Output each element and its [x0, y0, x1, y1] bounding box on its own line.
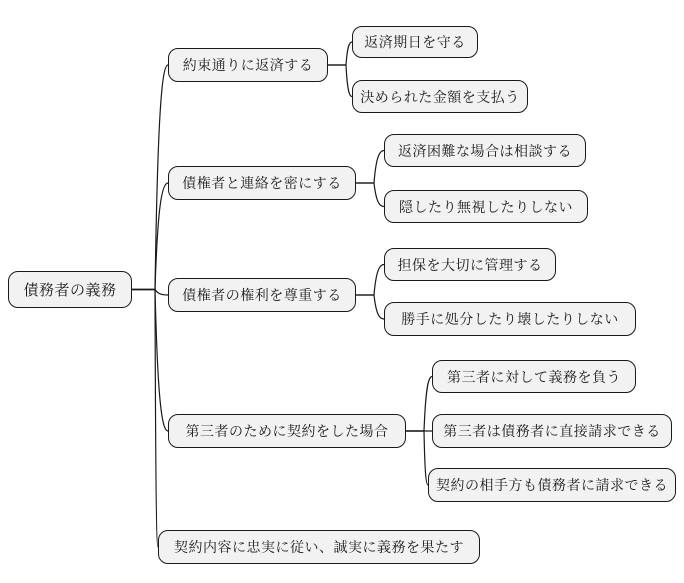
- edge-b1-l11: [328, 42, 352, 65]
- node-b3: 債権者の権利を尊重する: [168, 278, 356, 312]
- edge-root-b5: [132, 290, 158, 548]
- edge-root-b1: [132, 65, 168, 290]
- node-l32: 勝手に処分したり壊したりしない: [384, 302, 636, 336]
- edge-root-b2: [132, 183, 168, 290]
- edge-b4-l41: [406, 377, 432, 432]
- node-l42: 第三者は債務者に直接請求できる: [432, 414, 672, 448]
- node-b5: 契約内容に忠実に従い、誠実に義務を果たす: [158, 530, 480, 564]
- node-b2: 債権者と連絡を密にする: [168, 166, 356, 200]
- edge-b2-l21: [356, 151, 384, 184]
- node-b4: 第三者のために契約をした場合: [168, 414, 406, 448]
- edge-b3-l32: [356, 295, 384, 319]
- edge-b4-l43: [406, 431, 428, 485]
- edge-b2-l22: [356, 183, 384, 207]
- node-l12: 決められた金額を支払う: [352, 80, 528, 113]
- node-l31: 担保を大切に管理する: [384, 248, 556, 281]
- node-l11: 返済期日を守る: [352, 26, 478, 58]
- node-b1: 約束通りに返済する: [168, 48, 328, 82]
- node-l22: 隠したり無視したりしない: [384, 190, 588, 223]
- node-l21: 返済困難な場合は相談する: [384, 134, 586, 167]
- node-root: 債務者の義務: [8, 271, 132, 308]
- node-l41: 第三者に対して義務を負う: [432, 360, 636, 393]
- edge-root-b3: [132, 290, 168, 296]
- edge-b3-l31: [356, 265, 384, 296]
- edge-b1-l12: [328, 65, 352, 97]
- edge-root-b4: [132, 290, 168, 432]
- node-l43: 契約の相手方も債務者に請求できる: [428, 468, 676, 502]
